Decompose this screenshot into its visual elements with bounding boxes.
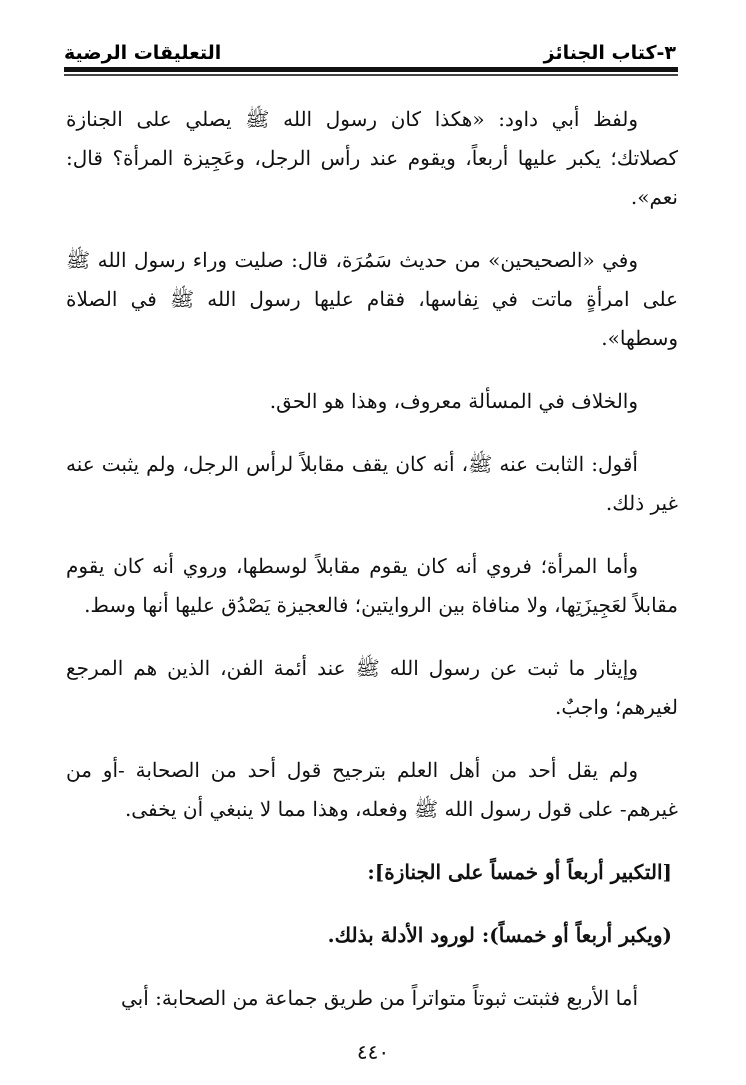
book-title: التعليقات الرضية [64,42,222,64]
paragraph-woman: وأما المرأة؛ فروي أنه كان يقوم مقابلاً لوسطها، وروي أنه كان يقوم مقابلاً لعَجِيزَتِها، ولا منافاة بين الروايتين؛ فالعجيزة يَصْدُق عليها أنها وسط. [66,554,678,617]
header-rule-thin [64,74,678,76]
paragraph-aqulu: أقول: الثابت عنه ﷺ، أنه كان يقف مقابلاً لرأس الرجل، ولم يثبت عنه غير ذلك. [66,452,678,515]
paragraph-abu-dawud: ولفظ أبي داود: «هكذا كان رسول الله ﷺ يصلي على الجنازة كصلاتك؛ يكبر عليها أربعاً، ويقوم عند رأس الرجل، وعَجِيزة المرأة؟ قال: نعم». [66,107,679,209]
header-rule-thick [64,67,678,72]
running-header [64,36,676,64]
paragraph-ithar: وإيثار ما ثبت عن رسول الله ﷺ عند أئمة الفن، الذين هم المرجع لغيرهم؛ واجبٌ. [66,656,678,719]
page-number: ٤٤٠ [356,1040,390,1064]
paragraph-khilaf: والخلاف في المسألة معروف، وهذا هو الحق. [269,389,638,413]
paragraph-tarjih: ولم يقل أحد من أهل العلم بترجيح قول أحد من الصحابة -أو من غيرهم- على قول رسول الله ﷺ وفعله، وهذا مما لا ينبغي أن يخفى. [66,758,678,821]
chapter-title: ٣-كتاب الجنائز [543,42,676,64]
paragraph-sahihayn: وفي «الصحيحين» من حديث سَمُرَة، قال: صليت وراء رسول الله ﷺ على امرأةٍ ماتت في نِفاسها، فقام عليها رسول الله ﷺ في الصلاة وسطها». [66,248,678,350]
paragraph-arba: أما الأربع فثبتت ثبوتاً متواتراً من طريق جماعة من الصحابة: أبي [120,986,638,1010]
page-body [66,100,678,1018]
matn-line: (ويكبر أربعاً أو خمساً): لورود الأدلة بذلك. [327,923,672,947]
section-heading: [التكبير أربعاً أو خمساً على الجنازة]: [367,860,672,884]
